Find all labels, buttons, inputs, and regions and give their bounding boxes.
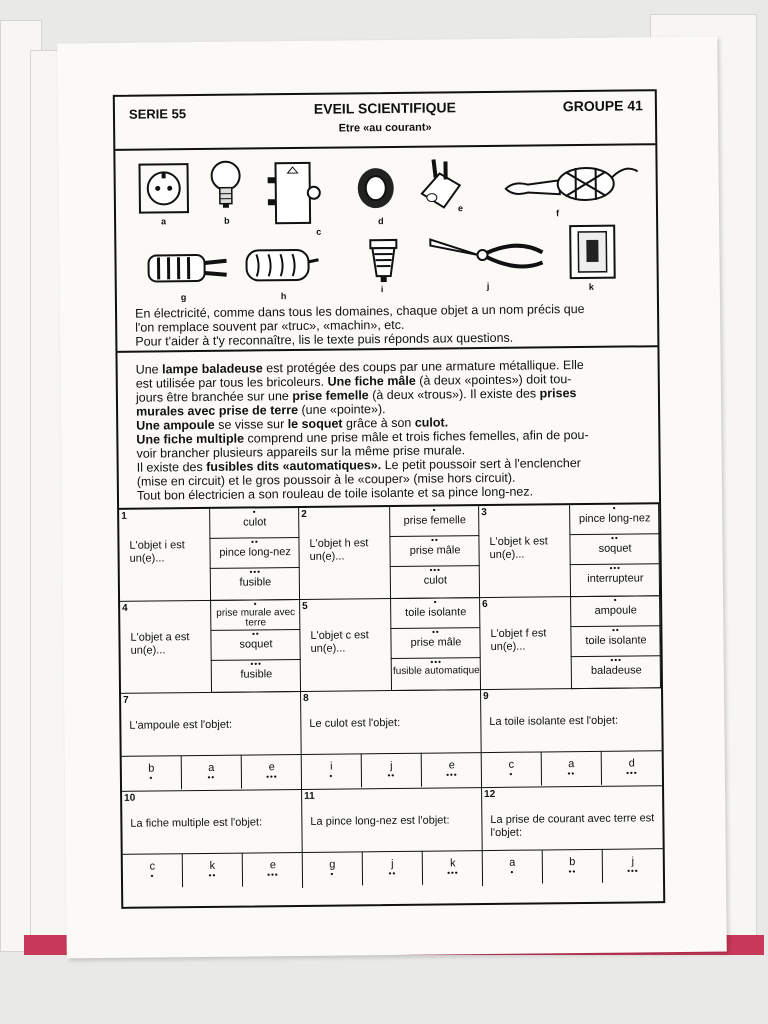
bold-term: lampe baladeuse — [161, 361, 263, 377]
question-cell — [480, 596, 661, 690]
answer-option[interactable] — [570, 596, 660, 627]
option-letter: b — [569, 856, 576, 869]
power-strip-icon — [144, 245, 231, 297]
question-prompt: L'objet k est un(e)... — [489, 535, 548, 561]
question-prompt: La fiche multiple est l'objet: — [130, 816, 263, 830]
answer-option[interactable] — [390, 598, 480, 629]
option-letter: c — [508, 758, 515, 771]
question-cell — [302, 788, 483, 888]
answer-option[interactable] — [302, 753, 362, 788]
wall-switch-icon — [568, 224, 617, 285]
answer-option[interactable] — [602, 750, 662, 785]
answer-dots: •• — [432, 627, 440, 637]
answer-dots: ••• — [609, 563, 622, 573]
option-dots: ••• — [626, 768, 638, 778]
text-segment: comprend une prise mâle et trois fiches femelles, afin de pou- — [243, 427, 589, 446]
answer-option[interactable] — [483, 849, 543, 884]
answer-dots: •• — [612, 625, 620, 635]
question-cell — [120, 600, 301, 694]
answer-option[interactable] — [362, 753, 422, 788]
option-dots: • — [150, 871, 155, 881]
question-number: 11 — [304, 790, 315, 802]
switch-icon — [263, 157, 326, 235]
answer-label: prise femelle — [403, 514, 466, 527]
answer-dots: •• — [611, 533, 619, 543]
text-segment: jours être branchée sur une — [135, 389, 293, 405]
text-segment: (à deux «trous»). Il existe des — [368, 386, 540, 403]
question-prompt: L'objet f est un(e)... — [490, 627, 547, 653]
text-segment: Une — [135, 362, 163, 377]
answer-option[interactable] — [210, 600, 300, 631]
answer-option[interactable] — [569, 534, 659, 565]
multi-plug-icon — [242, 244, 321, 296]
answer-option[interactable] — [363, 851, 423, 886]
text-segment: (mise en circuit) et le gros poussoir à le «couper» (mise hors circuit). — [136, 470, 516, 489]
question-cell — [121, 692, 302, 792]
question-number: 12 — [484, 788, 496, 801]
picture-label-b: b — [224, 215, 230, 226]
question-number: 7 — [123, 694, 129, 706]
inspection-lamp-icon — [503, 153, 644, 211]
answer-dots: • — [613, 595, 618, 605]
answer-label: soquet — [598, 542, 632, 555]
answer-option[interactable] — [603, 848, 663, 883]
option-letter: a — [509, 856, 516, 869]
answer-dots: • — [433, 597, 438, 607]
picture-label-g: g — [180, 292, 187, 303]
option-dots: ••• — [627, 866, 639, 876]
option-dots: • — [149, 773, 154, 783]
question-number: 6 — [482, 599, 488, 611]
option-letter: a — [208, 761, 215, 774]
option-dots: •• — [208, 870, 217, 880]
answer-label: culot — [423, 574, 448, 587]
answer-option[interactable] — [211, 660, 301, 693]
question-cell — [122, 790, 303, 890]
answer-option[interactable] — [422, 752, 482, 787]
question-prompt: L'objet i est un(e)... — [129, 539, 185, 565]
answer-option[interactable] — [243, 852, 303, 887]
option-dots: •• — [387, 770, 396, 781]
answer-dots: •• — [252, 629, 260, 639]
question-cell — [119, 508, 300, 602]
answer-option[interactable] — [210, 630, 300, 661]
option-letter: k — [209, 859, 216, 872]
bold-term: murales avec prise de terre — [136, 402, 299, 419]
answer-label: pince long-nez — [578, 512, 651, 526]
question-prompt: La pince long-nez est l'objet: — [310, 814, 450, 828]
answer-dots: ••• — [610, 655, 622, 665]
option-dots: • — [329, 771, 334, 781]
option-dots: • — [330, 869, 335, 879]
text-segment: Tout bon électricien a son rouleau de toile isolante et sa pince long-nez. — [136, 484, 534, 503]
answer-dots: ••• — [250, 659, 262, 669]
lamp-socket-icon — [366, 236, 401, 291]
answer-option[interactable] — [542, 751, 602, 786]
answer-option[interactable] — [389, 536, 479, 567]
answer-option[interactable] — [569, 504, 659, 535]
picture-label-f: f — [555, 208, 560, 219]
answer-option[interactable] — [303, 851, 363, 886]
answer-option[interactable] — [123, 853, 183, 888]
question-number: 2 — [301, 508, 307, 520]
picture-label-k: k — [588, 281, 594, 292]
option-letter: g — [329, 858, 336, 871]
option-letter: a — [568, 758, 575, 771]
question-cell — [299, 506, 480, 600]
question-prompt: L'objet c est un(e)... — [310, 629, 369, 655]
text-segment: Il existe des — [136, 459, 207, 475]
answer-label: prise mâle — [409, 544, 461, 557]
worksheet-page — [57, 37, 727, 959]
text-segment: est protégée des coups par une armature métallique. Elle — [262, 357, 584, 376]
picture-label-i: i — [380, 284, 384, 295]
answer-dots: ••• — [429, 565, 442, 575]
answer-option[interactable] — [210, 568, 300, 601]
question-prompt: Le culot est l'objet: — [309, 716, 401, 730]
option-letter: e — [448, 759, 455, 772]
answer-option[interactable] — [122, 755, 182, 790]
serie-label: SERIE 55 — [128, 106, 187, 122]
bold-term: Une fiche multiple — [136, 431, 245, 447]
picture-label-h: h — [280, 291, 287, 302]
answer-option[interactable] — [182, 755, 242, 790]
option-dots: ••• — [267, 870, 279, 880]
answer-option[interactable] — [389, 506, 479, 537]
question-number: 4 — [122, 602, 128, 614]
option-letter: e — [268, 761, 275, 774]
option-dots: •• — [567, 769, 576, 779]
answer-dots: ••• — [249, 567, 262, 577]
option-letter: e — [269, 859, 276, 872]
answer-dots: ••• — [430, 657, 442, 667]
option-letter: i — [330, 760, 333, 773]
intro-line: l'on remplace souvent par «truc», «machin», etc. — [135, 317, 405, 335]
intro-line: Pour t'aider à t'y reconnaître, lis le texte puis réponds aux questions. — [135, 330, 514, 349]
bold-term: Une ampoule — [136, 417, 215, 433]
text-segment: Le petit poussoir sert à l'enclencher — [381, 456, 581, 473]
question-number: 5 — [302, 600, 308, 612]
picture-label-j: j — [486, 280, 490, 291]
option-dots: •• — [207, 772, 216, 782]
picture-label-e: e — [457, 203, 464, 214]
intro-line: En électricité, comme dans tous les domaines, chaque objet a un nom précis que — [134, 301, 585, 321]
option-dots: • — [510, 867, 515, 877]
question-cell — [301, 690, 482, 790]
answer-option[interactable] — [570, 564, 660, 597]
option-letter: j — [631, 855, 635, 868]
option-letter: d — [628, 757, 635, 770]
answer-option[interactable] — [391, 658, 481, 691]
groupe-label: GROUPE 41 — [562, 97, 643, 115]
question-number: 1 — [121, 510, 127, 522]
text-segment: grâce à son — [342, 415, 415, 431]
question-number: 8 — [303, 692, 309, 704]
answer-label: prise mâle — [410, 636, 462, 649]
question-cell — [479, 504, 660, 598]
answer-dots: • — [612, 503, 617, 513]
reading-text — [136, 357, 652, 502]
answer-label: fusible — [240, 668, 273, 681]
answer-label: culot — [243, 516, 267, 529]
answer-label: ampoule — [594, 604, 637, 617]
answer-label: soquet — [239, 638, 273, 651]
question-number: 10 — [124, 792, 136, 804]
answer-label: baladeuse — [590, 664, 642, 677]
intro-paragraph — [135, 301, 645, 348]
answer-label: fusible — [239, 576, 272, 589]
answer-dots: • — [253, 599, 258, 609]
answer-option[interactable] — [570, 626, 660, 657]
answer-label: interrupteur — [587, 572, 644, 585]
picture-label-a: a — [161, 216, 167, 227]
option-letter: j — [390, 760, 393, 773]
question-prompt: L'objet h est un(e)... — [309, 537, 369, 563]
answer-option[interactable] — [209, 538, 299, 569]
light-bulb-icon — [207, 158, 244, 219]
option-dots: ••• — [447, 868, 459, 878]
answer-label: prise murale avec terre — [216, 607, 296, 629]
text-segment: se visse sur — [214, 417, 288, 432]
answer-label: toile isolante — [585, 634, 647, 647]
bold-term: Une fiche mâle — [327, 373, 416, 389]
question-prompt: La toile isolante est l'objet: — [489, 714, 619, 728]
answer-option[interactable] — [183, 853, 243, 888]
answer-label: pince long-nez — [219, 546, 291, 559]
answer-option[interactable] — [543, 849, 603, 884]
bold-term: prise femelle — [292, 388, 369, 404]
bold-term: prises — [539, 386, 577, 401]
question-prompt: L'ampoule est l'objet: — [129, 718, 233, 732]
answer-option[interactable] — [423, 850, 483, 885]
answer-dots: •• — [251, 537, 259, 547]
option-dots: •• — [388, 868, 397, 879]
answer-label: toile isolante — [405, 606, 467, 619]
text-segment: voir brancher plusieurs appareils sur la même prise murale. — [136, 443, 466, 461]
answer-dots: •• — [431, 535, 439, 545]
option-letter: b — [148, 762, 155, 775]
bold-term: culot. — [414, 415, 449, 430]
answer-option[interactable] — [390, 628, 480, 659]
answer-option[interactable] — [242, 754, 302, 789]
worksheet-header — [115, 91, 656, 151]
answer-dots: • — [432, 505, 437, 515]
answer-dots: • — [252, 507, 257, 517]
question-prompt: L'objet a est un(e)... — [130, 631, 190, 657]
reading-text-section — [117, 347, 659, 510]
page-title: EVEIL SCIENTIFIQUE — [313, 99, 457, 117]
text-segment: (une «pointe»). — [297, 402, 386, 417]
question-number: 3 — [481, 507, 487, 519]
question-cell — [482, 786, 663, 886]
answer-option[interactable] — [390, 566, 480, 599]
text-segment: (à deux «pointes») doit tou- — [415, 372, 572, 388]
option-dots: • — [509, 769, 514, 779]
answer-option[interactable] — [209, 508, 299, 539]
answer-option[interactable] — [571, 656, 661, 689]
worksheet-frame — [113, 89, 665, 909]
question-number: 9 — [483, 690, 489, 703]
answer-label: fusible automatique — [392, 665, 480, 677]
tape-roll-icon — [354, 164, 399, 217]
bold-term: fusibles dits «automatiques». — [206, 458, 382, 474]
option-letter: k — [450, 857, 456, 870]
page-subtitle: Etre «au courant» — [338, 121, 432, 135]
question-cell — [481, 688, 662, 788]
wall-socket-icon — [137, 162, 190, 220]
option-letter: c — [149, 860, 156, 873]
pictures-section — [115, 145, 657, 353]
text-segment: est utilisée par tous les bricoleurs. — [135, 374, 328, 391]
question-prompt: La prise de courant avec terre est l'objet: — [490, 812, 655, 839]
picture-label-d: d — [378, 216, 384, 227]
bold-term: le soquet — [287, 416, 343, 432]
option-dots: ••• — [446, 770, 458, 780]
question-cell — [300, 598, 481, 692]
option-dots: ••• — [266, 772, 278, 782]
option-letter: j — [391, 858, 394, 871]
answer-option[interactable] — [482, 751, 542, 786]
picture-label-c: c — [316, 226, 322, 237]
long-nose-pliers-icon — [428, 232, 547, 282]
option-dots: •• — [568, 867, 577, 877]
